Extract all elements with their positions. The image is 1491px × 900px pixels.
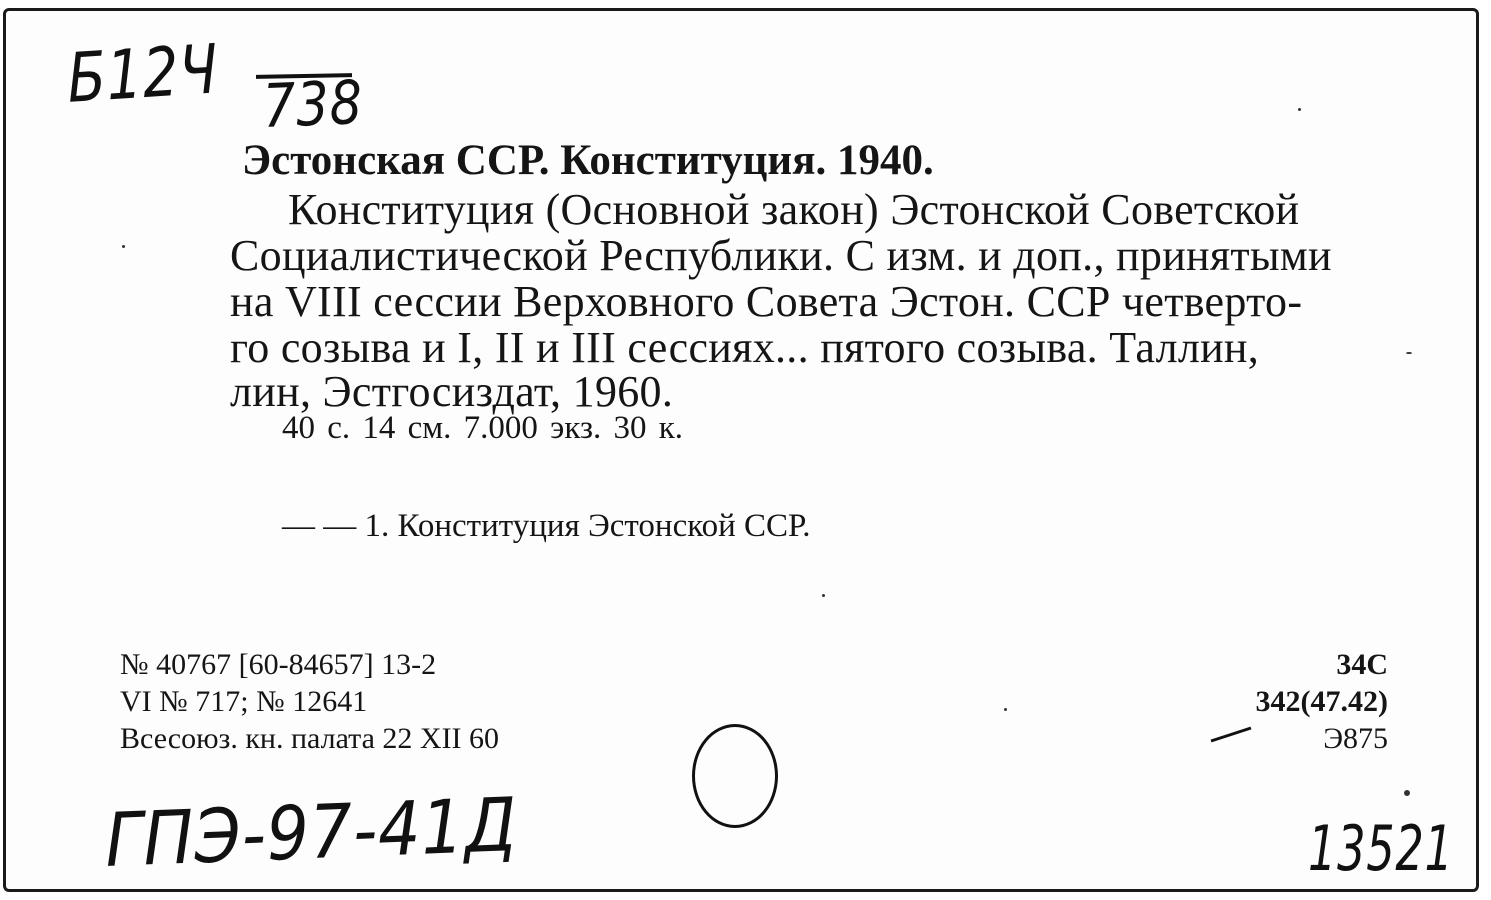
speck: [822, 594, 825, 597]
stamp-oval: [692, 724, 778, 828]
description-line-3: на VIII сессии Верховного Совета Эстон. ССР четверто-: [230, 277, 1303, 326]
description-line-2: Социалистической Республики. С изм. и доп., принятыми: [230, 231, 1332, 280]
entry-heading: Эстонская ССР. Конституция. 1940.: [242, 137, 934, 184]
handwritten-shelf-number: 738: [262, 67, 364, 142]
registry-line-1: № 40767 [60-84657] 13-2: [120, 648, 437, 681]
description-line-5: лин, Эстгосиздат, 1960.: [230, 367, 674, 416]
registry-line-3: Всесоюз. кн. палата 22 XII 60: [120, 722, 500, 755]
handwritten-inventory-code: ГПЭ-97-41Д: [104, 782, 519, 884]
classification-code: 34С: [1336, 648, 1388, 681]
speck: [1298, 108, 1301, 111]
handwritten-inventory-number: 13521: [1308, 812, 1454, 885]
description-line-1: Конституция (Основной закон) Эстонской Советской: [288, 185, 1300, 234]
collation-line: 40 с. 14 см. 7.000 экз. 30 к.: [282, 410, 684, 446]
subject-tracing: — — 1. Конституция Эстонской ССР.: [282, 508, 811, 544]
classification-index: 342(47.42): [1255, 685, 1388, 718]
speck: [1404, 790, 1410, 796]
speck: [1004, 708, 1007, 711]
handwritten-call-number: Б12Ч: [66, 30, 220, 119]
author-mark: Э875: [1323, 722, 1388, 755]
registry-line-2: VI № 717; № 12641: [120, 685, 368, 718]
speck: [122, 245, 125, 248]
description-line-4: го созыва и I, II и III сессиях... пятого созыва. Таллин,: [230, 323, 1260, 372]
speck: [1406, 352, 1412, 354]
registry-block: [120, 646, 499, 757]
classification-block: [1256, 646, 1388, 757]
